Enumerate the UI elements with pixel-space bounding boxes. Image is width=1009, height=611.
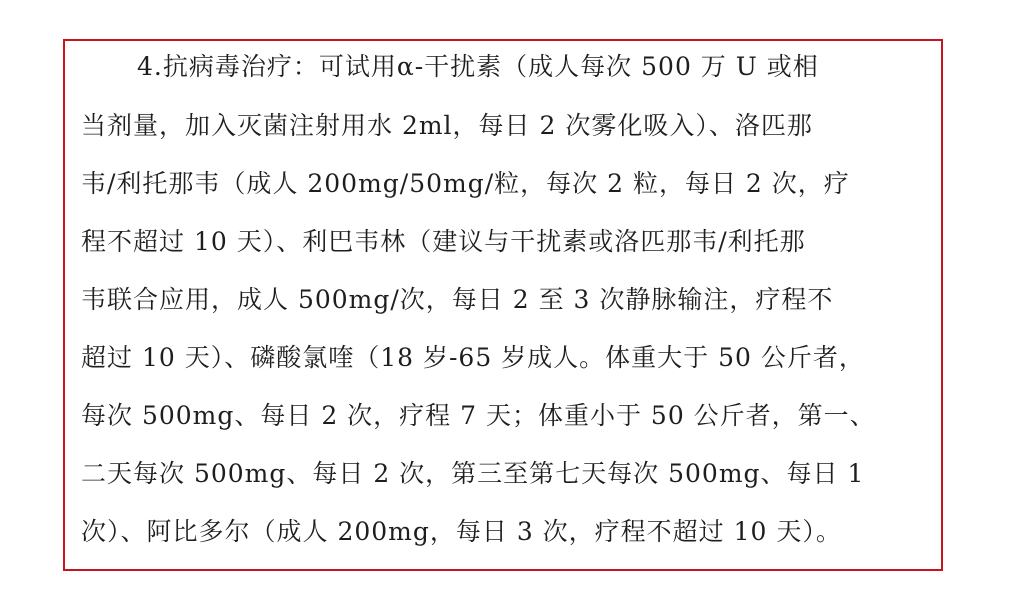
text-line: 每次 500mg、每日 2 次，疗程 7 天；体重小于 50 公斤者，第一、 [81, 401, 876, 430]
document-frame [63, 39, 943, 571]
text-line: 二天每次 500mg、每日 2 次，第三至第七天每次 500mg、每日 1 [81, 459, 865, 488]
text-line: 程不超过 10 天）、利巴韦林（建议与干扰素或洛匹那韦/利托那 [81, 227, 806, 256]
text-line: 当剂量，加入灭菌注射用水 2ml，每日 2 次雾化吸入）、洛匹那 [81, 111, 813, 140]
text-line: 韦联合应用，成人 500mg/次，每日 2 至 3 次静脉输注，疗程不 [81, 285, 834, 314]
text-line: 4.抗病毒治疗：可试用α-干扰素（成人每次 500 万 U 或相 [137, 52, 819, 81]
text-line: 次）、阿比多尔（成人 200mg，每日 3 次，疗程不超过 10 天）。 [81, 517, 842, 546]
text-line: 韦/利托那韦（成人 200mg/50mg/粒，每次 2 粒，每日 2 次，疗 [81, 169, 850, 198]
text-line: 超过 10 天）、磷酸氯喹（18 岁-65 岁成人。体重大于 50 公斤者， [81, 343, 865, 372]
